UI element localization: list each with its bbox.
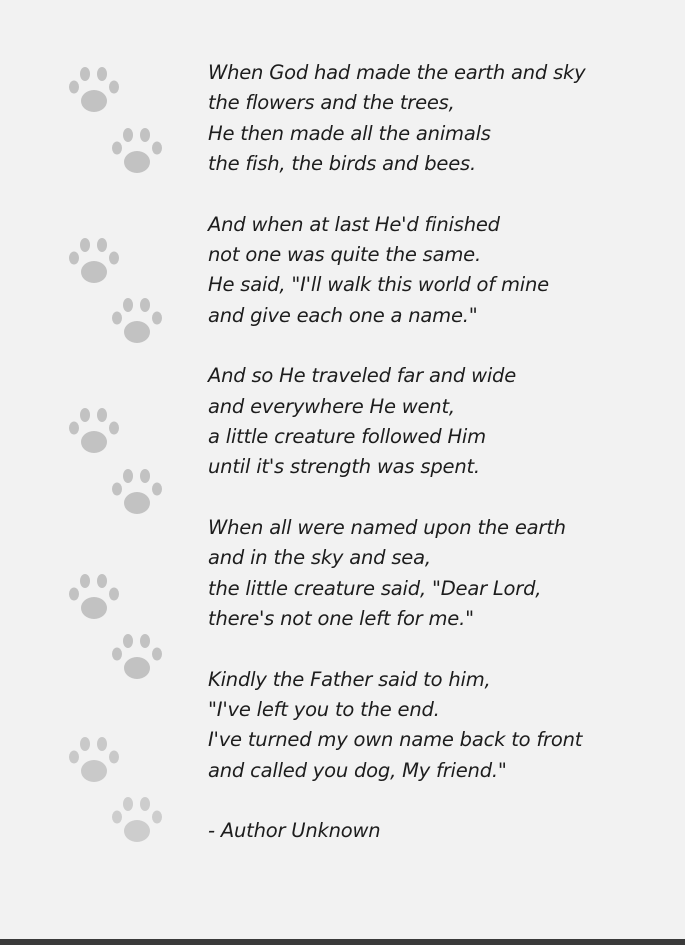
stanza-2 [208, 210, 678, 331]
poem-line: and give each one a name." [208, 303, 478, 327]
poem-line: When God had made the earth and sky [208, 61, 586, 84]
poem-line: And when at last He'd finished [208, 212, 500, 236]
paw-print-trail [0, 0, 200, 945]
paw-print-icon [65, 733, 123, 787]
stanza-1 [208, 58, 678, 179]
poem-line: I've turned my own name back to front [208, 728, 583, 752]
poem-line: He said, "I'll walk this world of mine [208, 273, 549, 297]
paw-print-icon [108, 630, 166, 684]
paw-print-icon [108, 465, 166, 519]
poem-line: the flowers and the trees, [208, 91, 455, 115]
poem-attribution: - Author Unknown [208, 819, 381, 843]
paw-print-icon [65, 234, 123, 288]
stanza-3 [208, 361, 678, 482]
paw-print-icon [65, 63, 123, 117]
poem-line: a little creature followed Him [208, 424, 486, 448]
poem-line: there's not one left for me." [208, 606, 474, 630]
poem-line: until it's strength was spent. [208, 455, 480, 479]
poem-line: and everywhere He went, [208, 394, 455, 418]
poem-line: And so He traveled far and wide [208, 364, 517, 388]
poem-line: Kindly the Father said to him, [208, 667, 491, 691]
poem-line: When all were named upon the earth [208, 516, 566, 540]
poem-line: the fish, the birds and bees. [208, 151, 476, 175]
stanza-4 [208, 513, 678, 634]
poem-line: and in the sky and sea, [208, 546, 431, 570]
paw-print-icon [108, 793, 166, 847]
paw-print-icon [65, 570, 123, 624]
paw-print-icon [108, 124, 166, 178]
stanza-5 [208, 665, 678, 786]
poem-line: the little creature said, "Dear Lord, [208, 576, 542, 600]
poem-text [208, 58, 678, 847]
paw-print-icon [108, 294, 166, 348]
poem-line: "I've left you to the end. [208, 698, 440, 722]
page-bottom-border [0, 939, 685, 945]
poem-line: He then made all the animals [208, 121, 491, 145]
paw-print-icon [65, 404, 123, 458]
poem-line: and called you dog, My friend." [208, 758, 507, 782]
poem-line: not one was quite the same. [208, 242, 481, 266]
